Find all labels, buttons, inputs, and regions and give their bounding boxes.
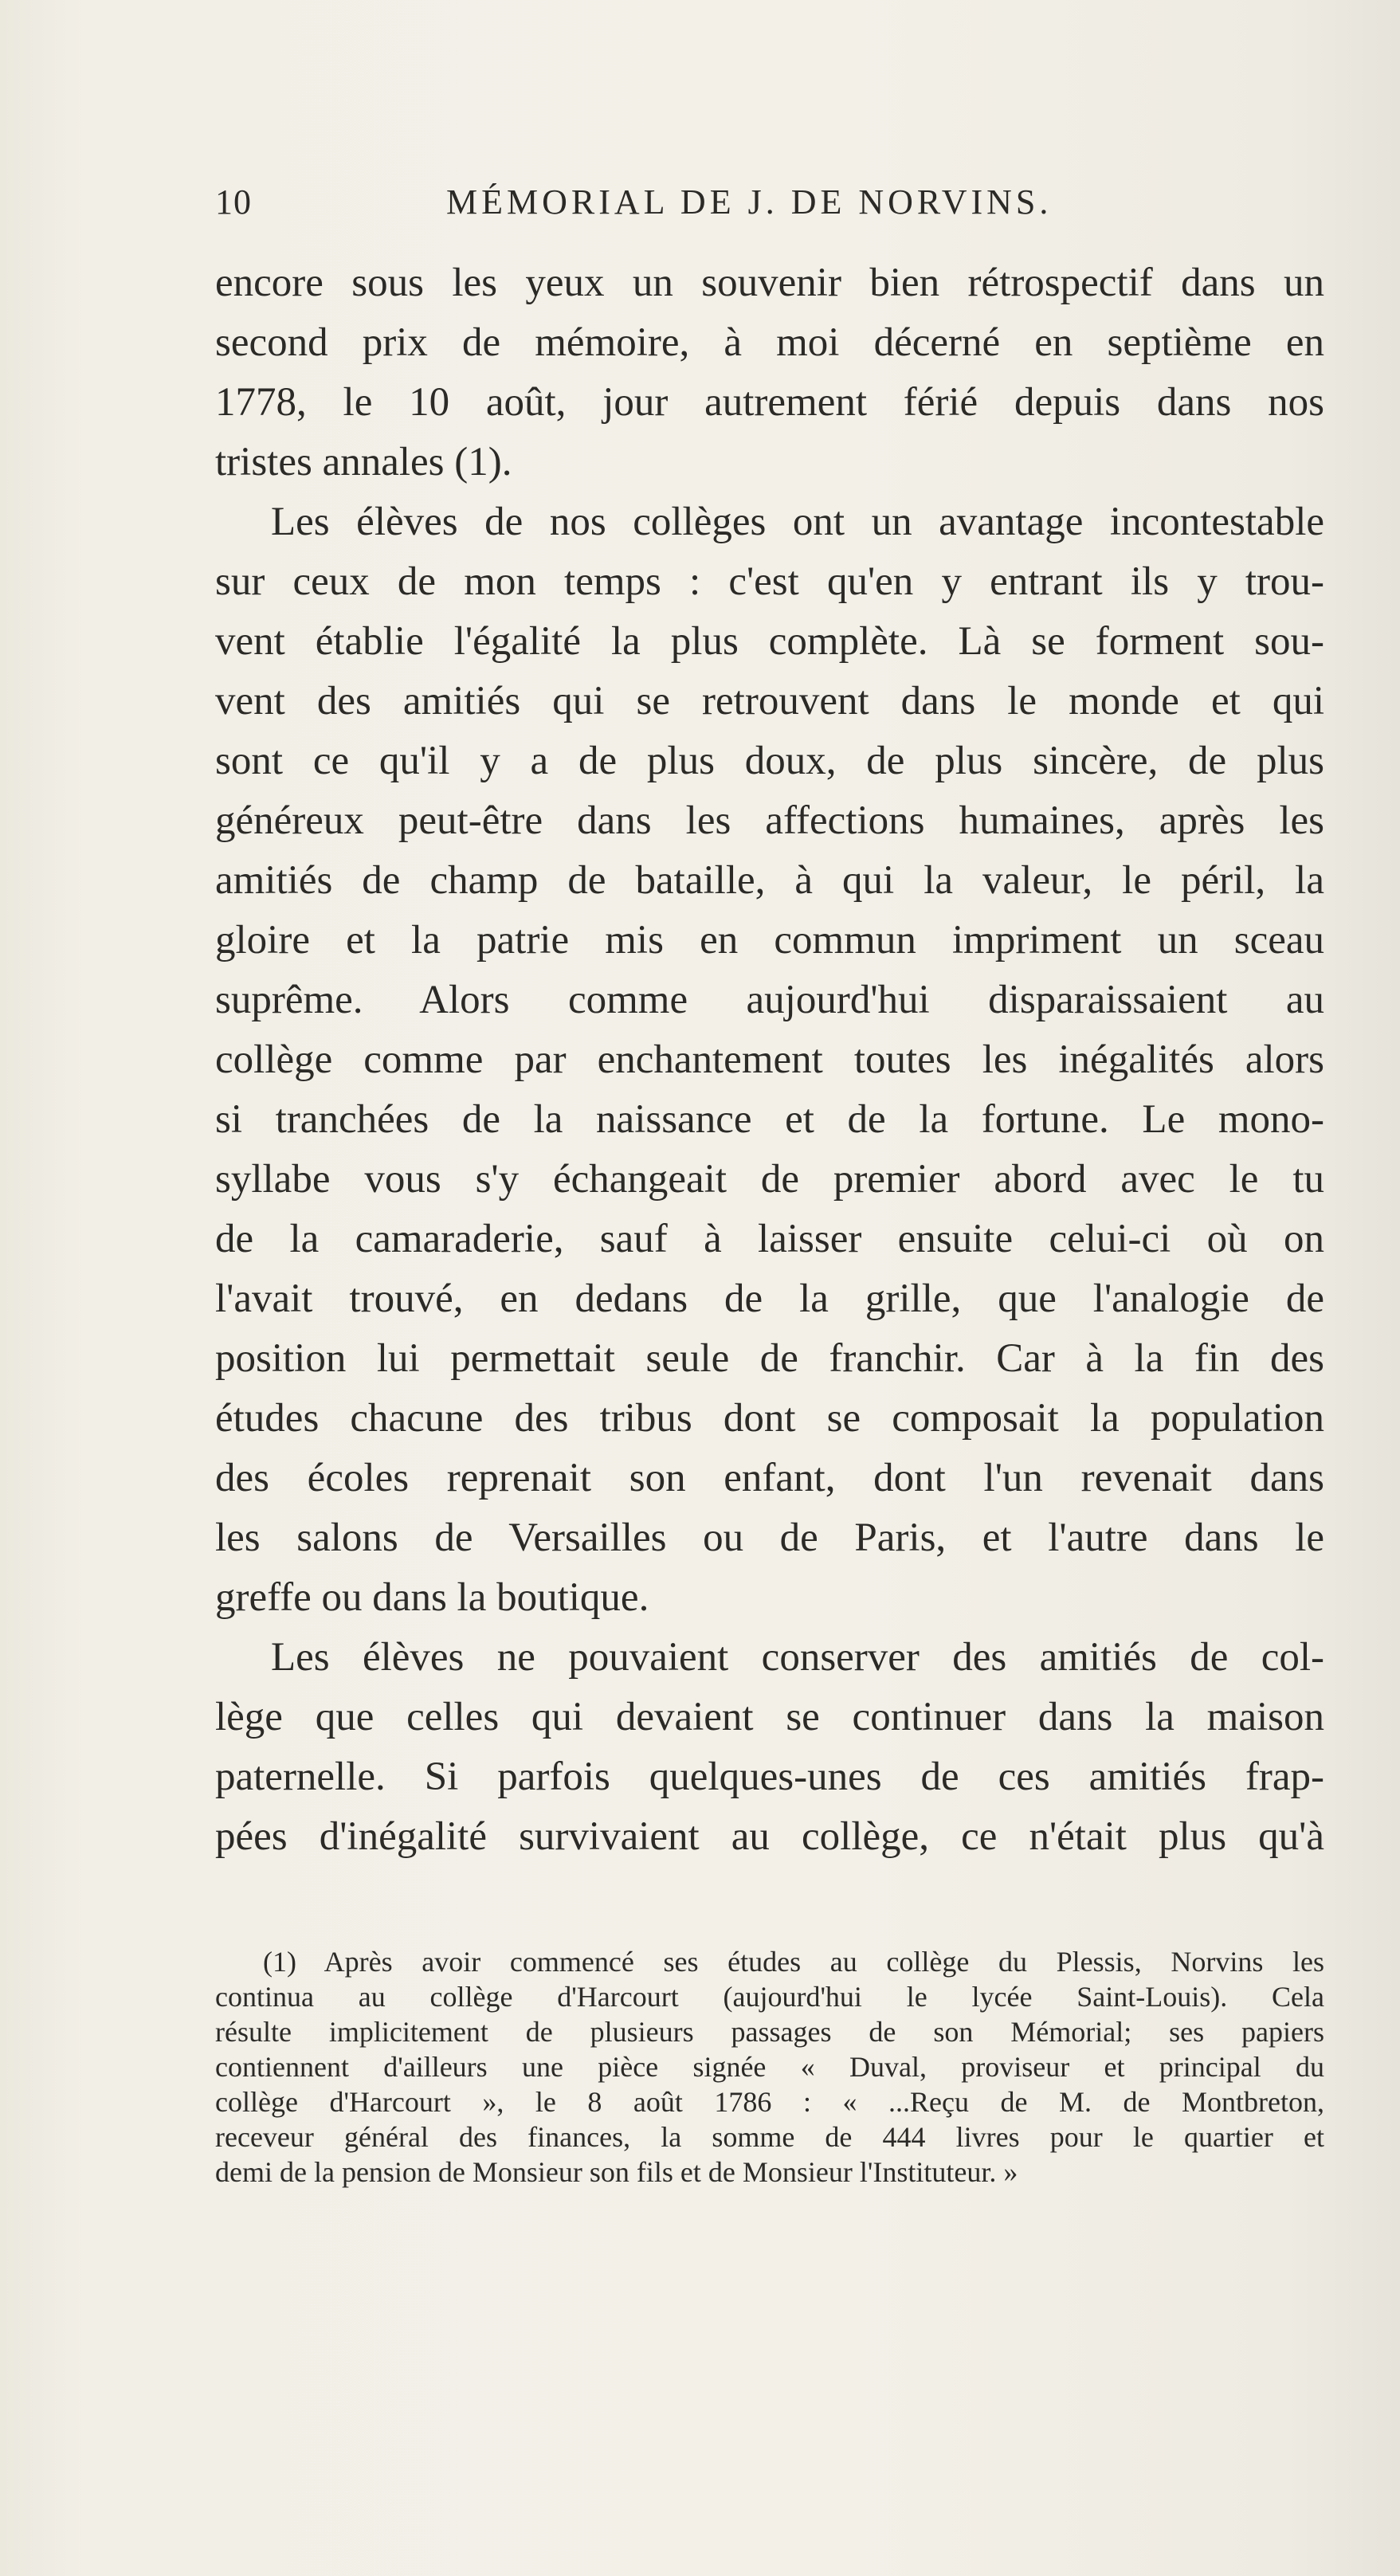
text-line: l'avait trouvé, en dedans de la grille, que l'analogie de	[215, 1276, 1324, 1321]
page-number: 10	[215, 182, 252, 222]
footnote-line: contiennent d'ailleurs une pièce signée « Duval, proviseur et principal du	[215, 2051, 1324, 2083]
text-line: suprême. Alors comme aujourd'hui disparaissaient au	[215, 978, 1324, 1022]
text-line: second prix de mémoire, à moi décerné en septième en	[215, 320, 1324, 365]
footnote-line: collège d'Harcourt », le 8 août 1786 : « ...Reçu de M. de Montbreton,	[215, 2086, 1324, 2118]
text-line: vent des amitiés qui se retrouvent dans le monde et qui	[215, 679, 1324, 723]
text-line: vent établie l'égalité la plus complète. Là se forment sou-	[215, 619, 1324, 664]
footnote-line: résulte implicitement de plusieurs passages de son Mémorial; ses papiers	[215, 2016, 1324, 2048]
text-line: encore sous les yeux un souvenir bien rétrospectif dans un	[215, 261, 1324, 305]
text-line: de la camaraderie, sauf à laisser ensuite celui-ci où on	[215, 1217, 1324, 1261]
text-line: sur ceux de mon temps : c'est qu'en y entrant ils y trou-	[215, 559, 1324, 604]
text-line: pées d'inégalité survivaient au collège, ce n'était plus qu'à	[215, 1814, 1324, 1859]
footnote-line: continua au collège d'Harcourt (aujourd'hui le lycée Saint-Louis). Cela	[215, 1981, 1324, 2013]
text-line: les salons de Versailles ou de Paris, et l'autre dans le	[215, 1515, 1324, 1560]
page-header	[215, 182, 1331, 237]
footnote-line: demi de la pension de Monsieur son fils et de Monsieur l'Instituteur. »	[215, 2156, 1018, 2188]
footnote	[215, 1944, 1324, 2190]
footnote-line: receveur général des finances, la somme de 444 livres pour le quartier et	[215, 2121, 1324, 2153]
text-line: position lui permettait seule de franchir. Car à la fin des	[215, 1336, 1324, 1381]
text-line: gloire et la patrie mis en commun impriment un sceau	[215, 918, 1324, 963]
footnote-line: (1) Après avoir commencé ses études au collège du Plessis, Norvins les	[263, 1946, 1324, 1978]
text-line: paternelle. Si parfois quelques-unes de ces amitiés frap-	[215, 1755, 1324, 1799]
text-line: des écoles reprenait son enfant, dont l'un revenait dans	[215, 1456, 1324, 1500]
running-title: MÉMORIAL DE J. DE NORVINS.	[446, 182, 1053, 222]
text-line: syllabe vous s'y échangeait de premier abord avec le tu	[215, 1157, 1324, 1202]
text-line: collège comme par enchantement toutes les inégalités alors	[215, 1037, 1324, 1082]
text-line: tristes annales (1).	[215, 440, 512, 484]
text-line: si tranchées de la naissance et de la fortune. Le mono-	[215, 1097, 1324, 1142]
text-line: généreux peut-être dans les affections humaines, après les	[215, 798, 1324, 843]
text-line: 1778, le 10 août, jour autrement férié depuis dans nos	[215, 380, 1324, 425]
text-line: études chacune des tribus dont se composait la population	[215, 1396, 1324, 1441]
text-line: Les élèves de nos collèges ont un avantage incontestable	[271, 500, 1324, 544]
text-line: greffe ou dans la boutique.	[215, 1575, 649, 1620]
text-line: Les élèves ne pouvaient conserver des amitiés de col-	[271, 1635, 1324, 1680]
text-line: lège que celles qui devaient se continuer dans la maison	[215, 1695, 1324, 1739]
text-line: sont ce qu'il y a de plus doux, de plus sincère, de plus	[215, 739, 1324, 783]
text-line: amitiés de champ de bataille, à qui la valeur, le péril, la	[215, 858, 1324, 903]
body-text	[215, 253, 1324, 1867]
